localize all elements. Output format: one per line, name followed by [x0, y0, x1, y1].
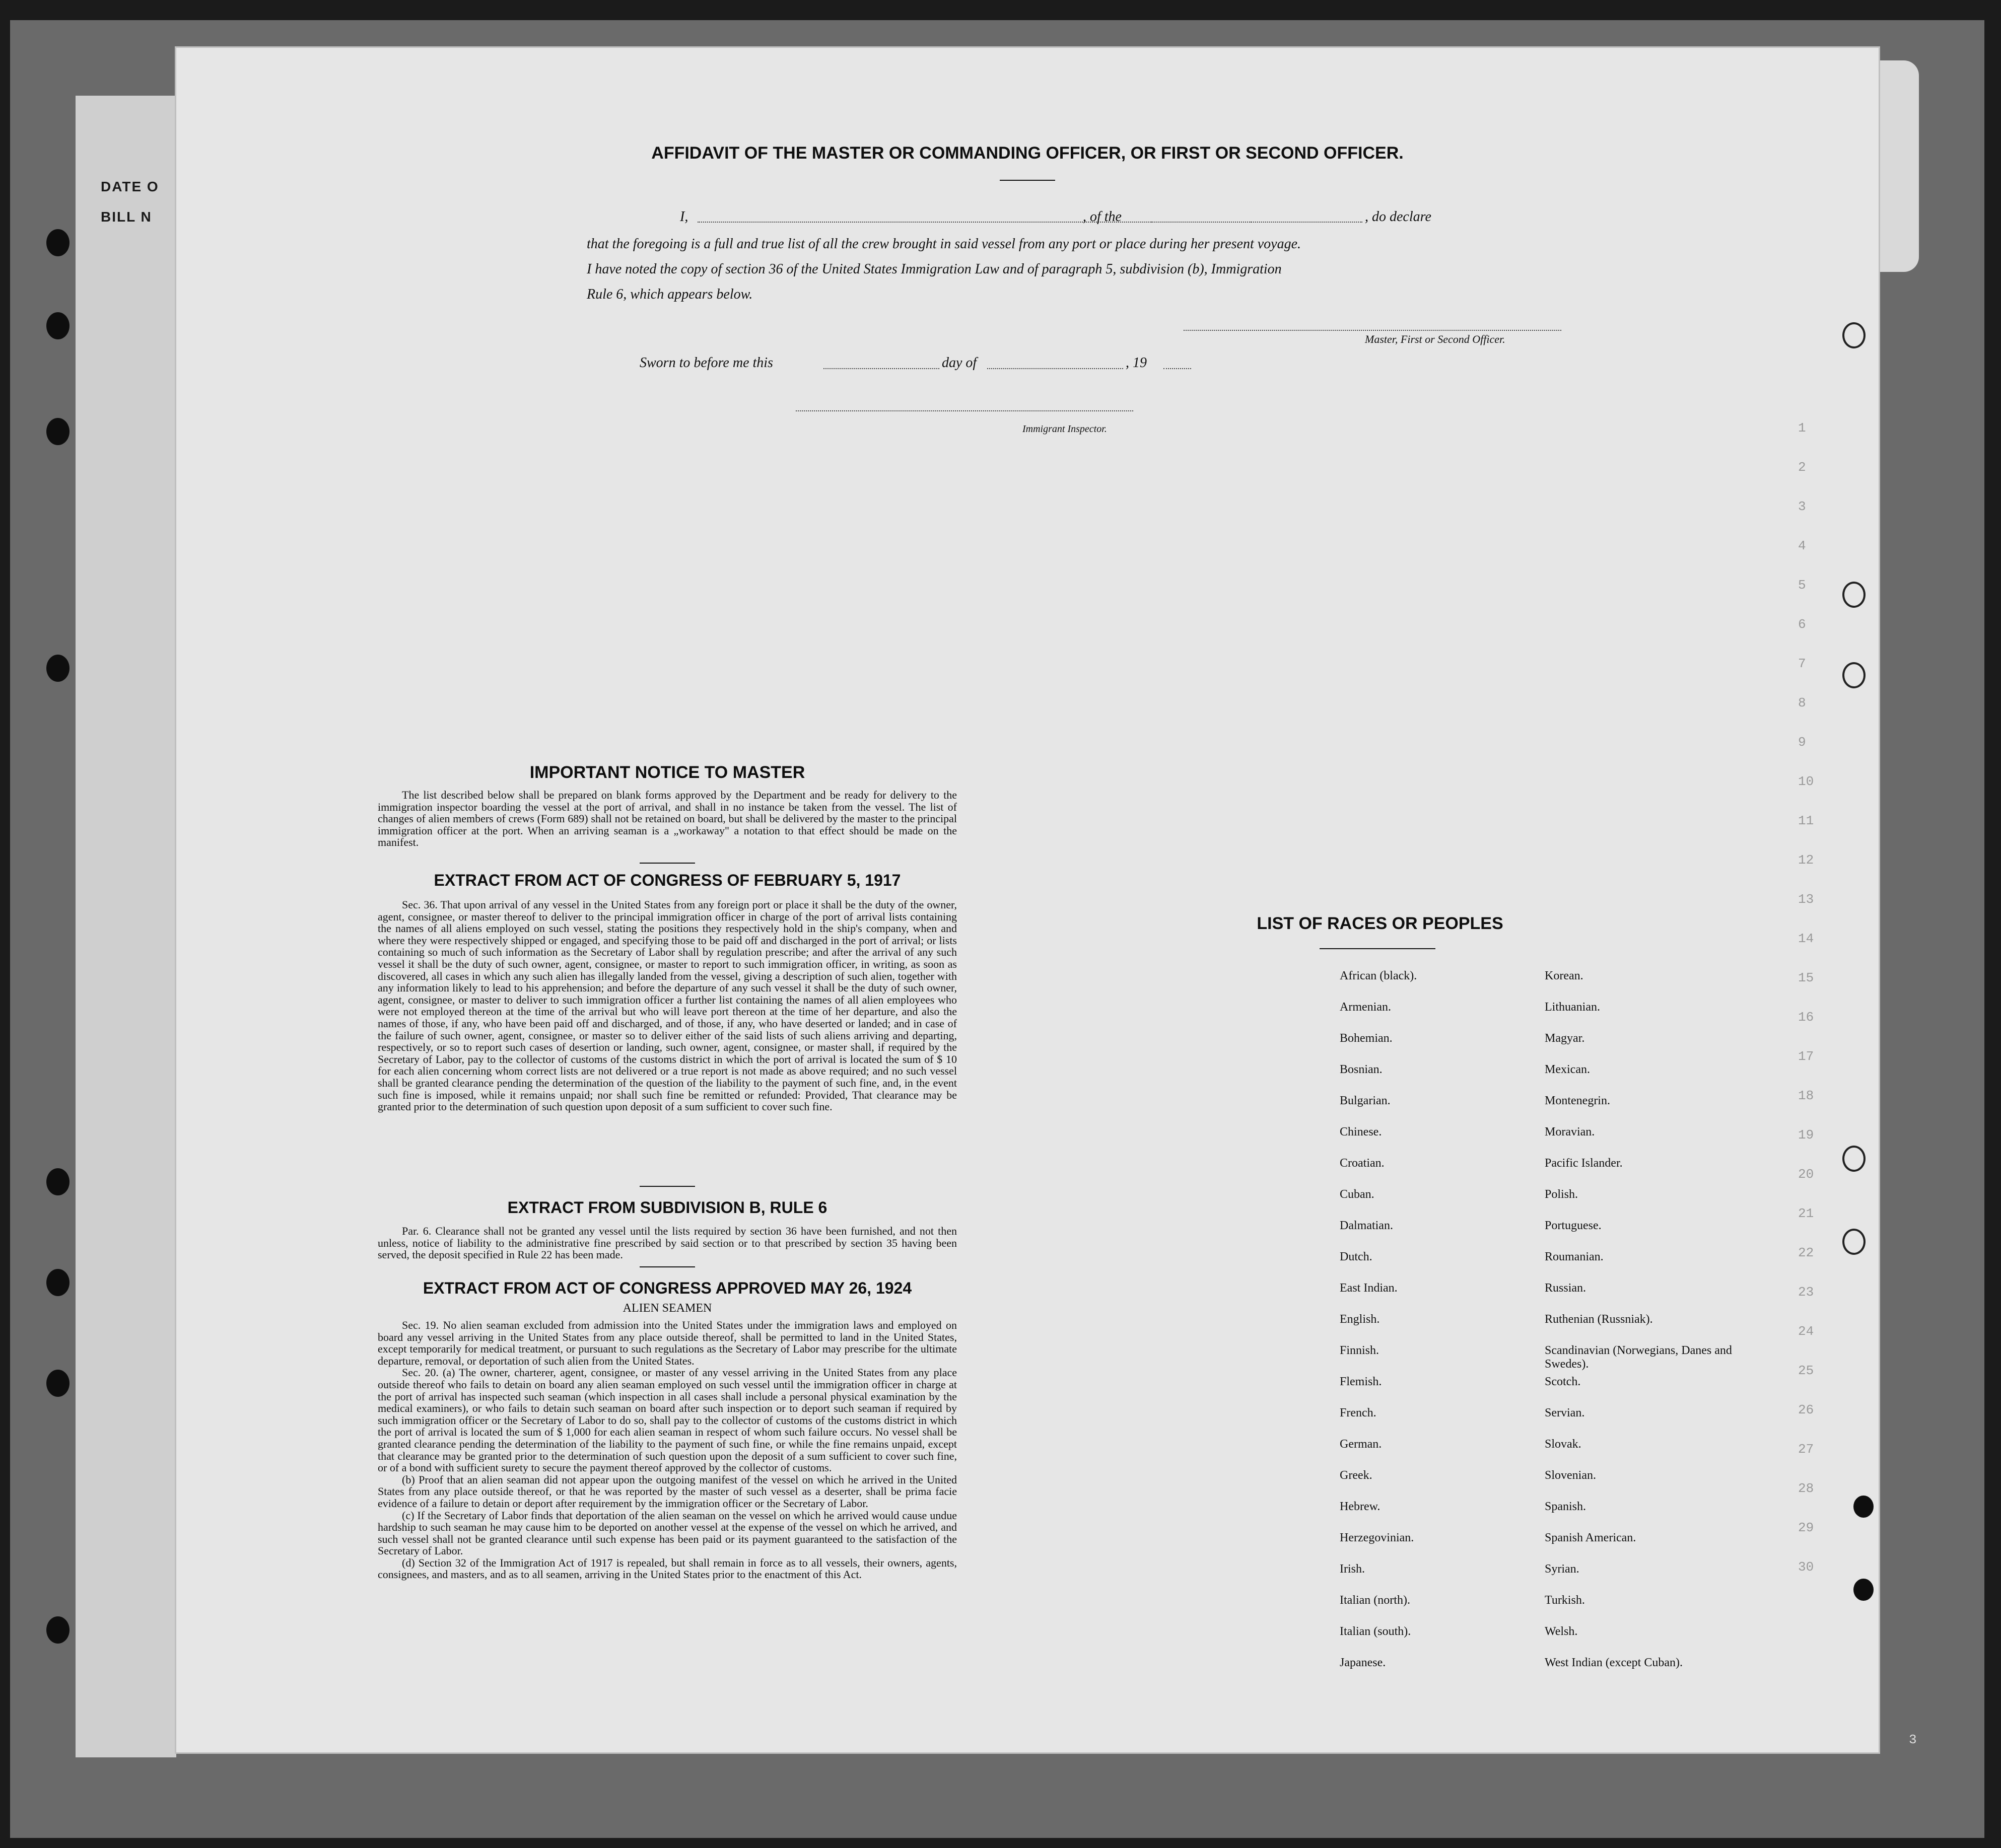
- document-page: [176, 48, 1879, 1752]
- punch-hole: [46, 1269, 70, 1296]
- affidavit-i: I,: [680, 209, 688, 225]
- affidavit-declare: , do declare: [1365, 209, 1431, 225]
- race-item: West Indian (except Cuban).: [1545, 1656, 1683, 1669]
- margin-row-number: 2: [1798, 460, 1806, 475]
- race-item: Slovak.: [1545, 1438, 1581, 1451]
- margin-row-number: 9: [1798, 735, 1806, 750]
- race-item: Moravian.: [1545, 1125, 1595, 1139]
- binder-ring: [1842, 1146, 1866, 1172]
- margin-row-number: 23: [1798, 1285, 1814, 1300]
- race-item: Ruthenian (Russniak).: [1545, 1313, 1653, 1326]
- race-item: Scotch.: [1545, 1375, 1581, 1388]
- race-item: Finnish.: [1340, 1344, 1379, 1357]
- margin-row-number: 1: [1798, 420, 1806, 436]
- punch-hole: [46, 1370, 70, 1397]
- sworn-text: Sworn to before me this: [640, 355, 773, 371]
- margin-row-number: 6: [1798, 617, 1806, 632]
- race-item: Dutch.: [1340, 1250, 1372, 1263]
- margin-row-number: 5: [1798, 578, 1806, 593]
- extract-1924-title: EXTRACT FROM ACT OF CONGRESS APPROVED MAY 26, 1924: [423, 1279, 912, 1297]
- margin-row-number: 3: [1798, 499, 1806, 514]
- affidavit-line3: I have noted the copy of section 36 of the United States Immigration Law and of paragraph 5, subdivision (b), Immigration: [587, 261, 1282, 277]
- race-item: German.: [1340, 1438, 1382, 1451]
- rule6-title: EXTRACT FROM SUBDIVISION B, RULE 6: [507, 1198, 827, 1217]
- race-item: Cuban.: [1340, 1188, 1374, 1201]
- affidavit-line4: Rule 6, which appears below.: [587, 287, 753, 302]
- race-item: Lithuanian.: [1545, 1001, 1600, 1014]
- race-item: Italian (north).: [1340, 1594, 1410, 1607]
- race-item: French.: [1340, 1406, 1376, 1419]
- binder-ring: [1853, 1496, 1874, 1518]
- race-item: Croatian.: [1340, 1157, 1385, 1170]
- punch-hole: [46, 655, 70, 682]
- year-text: , 19: [1126, 355, 1147, 371]
- race-item: Italian (south).: [1340, 1625, 1411, 1638]
- race-item: Magyar.: [1545, 1032, 1585, 1045]
- rule6-text: Par. 6. Clearance shall not be granted any vessel until the lists required by section 36 have been furnished, and not then unless, notice of liability to the administrative fine prescribed by said section or to that prescribed by section 35 having been served, the deposit specified in Rule 22 has been made.: [378, 1225, 957, 1261]
- race-item: Spanish American.: [1545, 1531, 1636, 1544]
- binder-ring: [1853, 1579, 1874, 1601]
- race-item: Bohemian.: [1340, 1032, 1393, 1045]
- margin-row-number: 12: [1798, 852, 1814, 868]
- race-item: Portuguese.: [1545, 1219, 1602, 1232]
- race-item: Flemish.: [1340, 1375, 1382, 1388]
- race-item: Pacific Islander.: [1545, 1157, 1623, 1170]
- race-item: Spanish.: [1545, 1500, 1586, 1513]
- signature-blank[interactable]: [1184, 330, 1561, 331]
- margin-row-number: 15: [1798, 970, 1814, 985]
- extract-1924-text: Sec. 19. No alien seaman excluded from admission into the United States under the immigration laws and employed on board any vessel arriving in the United States from any place outside thereof, shall be permitted to land in the United States, except temporarily for medical treatment, or pursuant to such regulations as the Secretary of Labor may prescribe for the ultimate departure, removal, or deportation of such alien from the United States. Sec. 20. (a) The owner, charterer, agent, consignee, or master of any vessel arriving in the United States from any place outside thereof who fails to detain on board any alien seaman employed on such vessel until the immigration officer in charge at the port of arrival has inspected such seaman (which inspection in all cases shall include a personal physical examination by the medical examiners), or who fails to detain such seaman on board after such inspection or to deport such seaman if required by such immigration officer or the Secretary of Labor to do so, shall pay to the collector of customs of the customs district in which the port of arrival is located the sum of $ 1,000 for each alien seaman in respect of whom such failure occurs. No vessel shall be granted clearance pending the determination of the liability to the payment of such fine, or while the fine remains unpaid, except that clearance may be granted prior to the determination of such question upon the deposit of a sum sufficient to cover such fine, or of a bond with sufficient surety to secure the payment thereof approved by the collector of customs. (b) Proof that an alien seaman did not appear upon the outgoing manifest of the vessel on which he arrived in the United States from any place outside thereof, or that he was reported by the master of such vessel as a deserter, shall be prima facie evidence of a failure to detain or deport after requirement by the immigration officer or the Secretary of Labor. (c) If the Secretary of Labor finds that deportation of the alien seaman on the vessel on which he arrived would cause undue hardship to such seaman he may cause him to be deported on another vessel at the expense of the vessel on which he arrived, and such vessel shall not be granted clearance until such expense has been paid or its payment guaranteed to the satisfaction of the Secretary of Labor. (d) Section 32 of the Immigration Act of 1917 is repealed, but shall remain in force as to all vessels, their owners, agents, consignees, and masters, and as to all seamen, arriving in the United States prior to the enactment of this Act.: [378, 1319, 957, 1581]
- margin-row-number: 14: [1798, 931, 1814, 946]
- corner-mark: 3: [1909, 1732, 1917, 1747]
- binder-ring: [1842, 662, 1866, 688]
- race-item: Bulgarian.: [1340, 1094, 1391, 1107]
- race-item: Hebrew.: [1340, 1500, 1381, 1513]
- race-item: Welsh.: [1545, 1625, 1578, 1638]
- affidavit-title: AFFIDAVIT OF THE MASTER OR COMMANDING OFFICER, OR FIRST OR SECOND OFFICER.: [651, 144, 1404, 163]
- race-item: Roumanian.: [1545, 1250, 1604, 1263]
- races-title: LIST OF RACES OR PEOPLES: [1257, 914, 1503, 933]
- race-item: Chinese.: [1340, 1125, 1382, 1139]
- race-item: English.: [1340, 1313, 1380, 1326]
- extract-1917-text: Sec. 36. That upon arrival of any vessel in the United States from any foreign port or place it shall be the duty of the owner, agent, consignee, or master thereof to deliver to the principal immigration officer in charge of the port of arrival lists containing the names of all aliens employed on such vessel, stating the positions they respectively hold in the ship's company, when and where they were respectively shipped or engaged, and specifying those to be paid off and discharged in the port of arrival; or lists containing so much of such information as the Secretary of Labor shall by regulation prescribe; and after the arrival of any such vessel it shall be the duty of such owner, agent, consignee, or master to report to such immigration officer, in writing, as soon as discovered, all cases in which any such alien has illegally landed from the vessel, giving a description of such alien, together with any information likely to lead to his apprehension; and before the departure of any such vessel it shall be the duty of such owner, agent, consignee, or master to deliver to such immigration officer a further list containing the names of all alien employees who were not employed thereon at the time of the arrival but who will leave port thereon at the time of her departure, and also the names of those, if any, who have been paid off and discharged, and of those, if any, who have deserted or landed; and in case of the failure of such owner, agent, consignee, or master so to deliver either of the said lists of such aliens arriving and departing, respectively, or so to report such cases of desertion or landing, such owner, agent, consignee, or master shall, if required by the Secretary of Labor, pay to the collector of customs of the customs district in which the port of arrival is located the sum of $ 10 for each alien concerning whom correct lists are not delivered or a true report is not made as above required; and no such vessel shall be granted clearance pending the determination of the question of the liability to the payment of such fine, and, in the event such fine is imposed, while it remains unpaid; nor shall such fine be remitted or refunded: Provided, That clearance may be granted prior to the determination of such question upon deposit of a sum sufficient to cover such fine.: [378, 898, 957, 1113]
- extract-1917-title: EXTRACT FROM ACT OF CONGRESS OF FEBRUARY 5, 1917: [434, 871, 901, 889]
- divider: [640, 1186, 695, 1187]
- punch-hole: [46, 312, 70, 339]
- margin-row-number: 24: [1798, 1324, 1814, 1339]
- race-item: Montenegrin.: [1545, 1094, 1610, 1107]
- margin-row-number: 18: [1798, 1088, 1814, 1103]
- punch-hole: [46, 229, 70, 256]
- race-item: Korean.: [1545, 969, 1583, 982]
- binder-ring: [1842, 582, 1866, 608]
- divider: [640, 863, 695, 864]
- margin-row-number: 10: [1798, 774, 1814, 789]
- margin-row-number: 8: [1798, 695, 1806, 710]
- month-blank[interactable]: [987, 368, 1123, 369]
- race-item: East Indian.: [1340, 1282, 1398, 1295]
- inspector-caption: Immigrant Inspector.: [1022, 423, 1107, 435]
- punch-hole: [46, 1616, 70, 1644]
- notice-title: IMPORTANT NOTICE TO MASTER: [529, 763, 805, 782]
- race-item: Scandinavian (Norwegians, Danes and Swedes).: [1545, 1344, 1732, 1371]
- day-blank[interactable]: [823, 368, 939, 369]
- race-item: Syrian.: [1545, 1562, 1579, 1576]
- margin-row-number: 26: [1798, 1402, 1814, 1417]
- margin-row-number: 4: [1798, 538, 1806, 553]
- race-item: Servian.: [1545, 1406, 1585, 1419]
- margin-row-number: 13: [1798, 892, 1814, 907]
- divider: [1320, 948, 1435, 949]
- margin-row-number: 7: [1798, 656, 1806, 671]
- race-item: Turkish.: [1545, 1594, 1585, 1607]
- binder-ring: [1842, 322, 1866, 348]
- margin-row-number: 21: [1798, 1206, 1814, 1221]
- inspector-blank[interactable]: [796, 410, 1133, 411]
- margin-row-number: 11: [1798, 813, 1814, 828]
- punch-hole: [46, 1168, 70, 1195]
- divider: [640, 1266, 695, 1267]
- margin-row-number: 27: [1798, 1442, 1814, 1457]
- margin-row-number: 25: [1798, 1363, 1814, 1378]
- affidavit-of-the: , of the: [1083, 209, 1122, 225]
- signature-caption: Master, First or Second Officer.: [1365, 333, 1505, 345]
- margin-row-number: 20: [1798, 1167, 1814, 1182]
- margin-row-number: 19: [1798, 1127, 1814, 1143]
- divider: [1000, 180, 1055, 181]
- margin-row-number: 28: [1798, 1481, 1814, 1496]
- race-item: Slovenian.: [1545, 1469, 1596, 1482]
- races-column-2: [1545, 969, 1736, 1687]
- race-item: Irish.: [1340, 1562, 1365, 1576]
- binder-ring: [1842, 1229, 1866, 1255]
- race-item: African (black).: [1340, 969, 1417, 982]
- margin-row-number: 29: [1798, 1520, 1814, 1535]
- race-item: Dalmatian.: [1340, 1219, 1393, 1232]
- race-item: Greek.: [1340, 1469, 1372, 1482]
- race-item: Armenian.: [1340, 1001, 1391, 1014]
- margin-row-number: 17: [1798, 1049, 1814, 1064]
- punch-hole: [46, 418, 70, 445]
- extract-1924-subtitle: ALIEN SEAMEN: [623, 1302, 712, 1315]
- affidavit-line2: that the foregoing is a full and true list of all the crew brought in said vessel from any port or place during her present voyage.: [587, 236, 1301, 252]
- margin-row-number: 30: [1798, 1559, 1814, 1575]
- date-label: DATE O: [101, 179, 159, 194]
- vessel-blank: [1151, 222, 1362, 223]
- margin-row-number: 16: [1798, 1010, 1814, 1025]
- race-item: Bosnian.: [1340, 1063, 1383, 1076]
- margin-row-number: 22: [1798, 1245, 1814, 1260]
- races-column-1: [1340, 969, 1521, 1687]
- race-item: Polish.: [1545, 1188, 1578, 1201]
- folder-edge: [76, 96, 176, 1757]
- year-blank[interactable]: [1163, 368, 1191, 369]
- race-item: Japanese.: [1340, 1656, 1386, 1669]
- race-item: Mexican.: [1545, 1063, 1590, 1076]
- race-item: Russian.: [1545, 1282, 1586, 1295]
- day-of-text: day of: [942, 355, 977, 371]
- notice-text: The list described below shall be prepared on blank forms approved by the Department and be ready for delivery to the immigration inspector boarding the vessel at the port of arrival, and shall in no instance be taken from the vessel. The list of changes of alien members of crews (Form 689) shall not be retained on board, but shall be delivered by the master to the principal immigration officer at the port. When an arriving seaman is a „workaway" a notation to that effect should be made on the manifest.: [378, 789, 957, 849]
- bill-label: BILL N: [101, 209, 152, 225]
- race-item: Herzegovinian.: [1340, 1531, 1414, 1544]
